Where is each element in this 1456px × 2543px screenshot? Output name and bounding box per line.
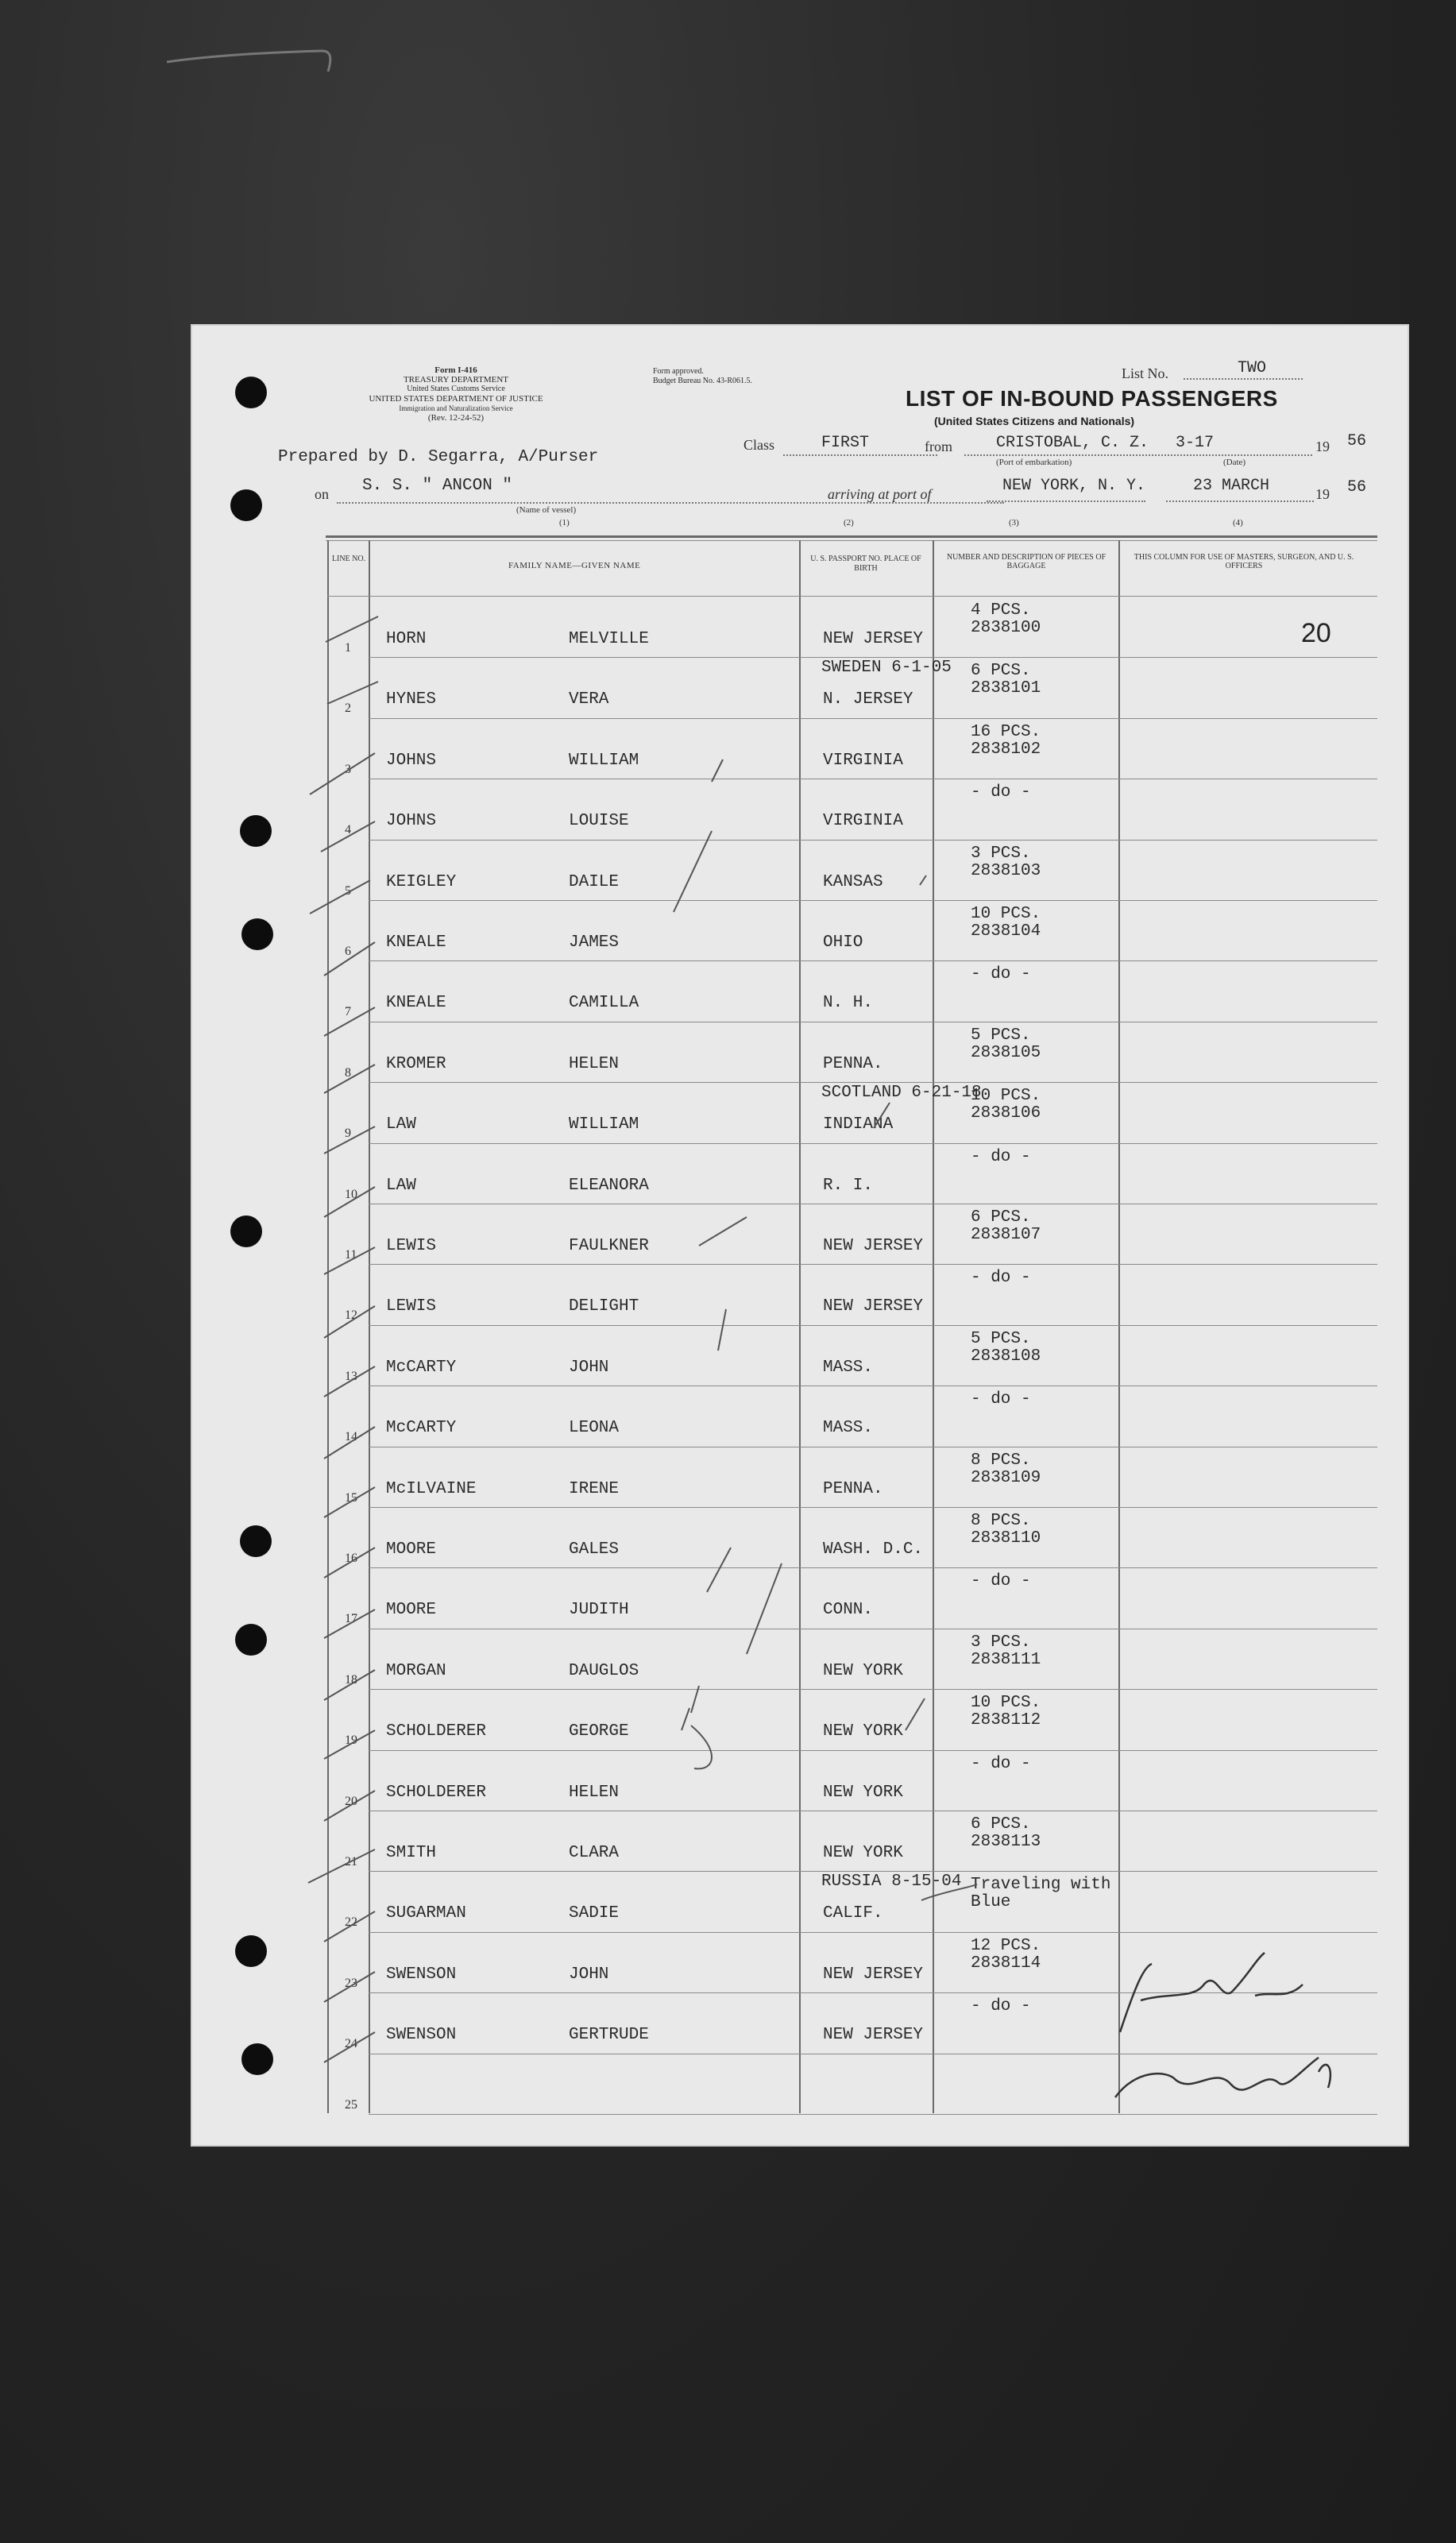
baggage-number: 2838100 — [971, 619, 1041, 637]
baggage-number: 2838111 — [971, 1650, 1041, 1669]
check-marks — [308, 616, 977, 2062]
line-number: 17 — [345, 1612, 357, 1626]
family-name: SMITH — [386, 1844, 437, 1862]
col-header-line: LINE NO. — [331, 555, 366, 563]
family-name: SWENSON — [386, 1965, 457, 1984]
baggage-pieces: 8 PCS. — [971, 1451, 1031, 1470]
class-value: FIRST — [821, 434, 870, 452]
treasury-dept: TREASURY DEPARTMENT — [403, 375, 509, 385]
family-name: McILVAINE — [386, 1479, 477, 1498]
col-header-passport: U. S. PASSPORT NO. PLACE OF BIRTH — [810, 555, 921, 573]
baggage-number: 2838105 — [971, 1043, 1041, 1062]
given-name: JAMES — [569, 933, 620, 952]
family-name: McCARTY — [386, 1419, 457, 1438]
given-name: WILLIAM — [569, 751, 639, 770]
baggage-pieces: - do - — [971, 1269, 1031, 1288]
baggage-pieces: 6 PCS. — [971, 1208, 1031, 1227]
family-name: SUGARMAN — [386, 1904, 466, 1923]
given-name: FAULKNER — [569, 1237, 649, 1255]
place-of-birth: NEW JERSEY — [823, 1297, 924, 1316]
inspector-signature — [1115, 1953, 1330, 2097]
family-name: SWENSON — [386, 2026, 457, 2045]
baggage-number: 2838104 — [971, 922, 1041, 941]
from-label: from — [925, 439, 952, 454]
place-of-birth: CALIF. — [823, 1904, 883, 1923]
family-name: KNEALE — [386, 933, 446, 952]
col-header-officers: THIS COLUMN FOR USE OF MASTERS, SURGEON, AND U. S. OFFICERS — [1134, 553, 1354, 570]
prepared-by: Prepared by D. Segarra, A/Purser — [278, 448, 599, 466]
line-number: 3 — [345, 762, 351, 776]
place-of-birth: MASS. — [823, 1419, 874, 1438]
place-of-birth: NEW JERSEY — [823, 2026, 924, 2045]
vessel-caption: (Name of vessel) — [516, 505, 577, 515]
baggage-pieces: - do - — [971, 1390, 1031, 1409]
baggage-pieces: - do - — [971, 1997, 1031, 2016]
family-name: LAW — [386, 1115, 416, 1134]
document-subtitle: (United States Citizens and Nationals) — [934, 415, 1135, 427]
place-of-birth: NEW YORK — [823, 1783, 903, 1802]
line-number: 19 — [345, 1733, 357, 1748]
line-number: 1 — [345, 641, 351, 655]
family-name: LAW — [386, 1176, 416, 1195]
line-number: 21 — [345, 1855, 357, 1869]
family-name: HYNES — [386, 690, 437, 709]
given-name: CLARA — [569, 1844, 620, 1862]
arrival-year-prefix: 19 — [1315, 486, 1330, 502]
caption-2: (2) — [844, 518, 854, 528]
place-of-birth: KANSAS — [823, 872, 883, 891]
place-of-birth: PENNA. — [823, 1054, 883, 1073]
place-of-birth: NEW JERSEY — [823, 630, 924, 648]
line-number: 22 — [345, 1915, 357, 1930]
baggage-number: 2838102 — [971, 740, 1041, 759]
place-of-birth: R. I. — [823, 1176, 874, 1195]
given-name: DELIGHT — [569, 1297, 639, 1316]
line-number: 5 — [345, 883, 351, 898]
given-name: WILLIAM — [569, 1115, 639, 1134]
line-number: 8 — [345, 1065, 351, 1080]
arrival-date: 23 MARCH — [1193, 477, 1270, 495]
baggage-pieces: 12 PCS. — [971, 1936, 1041, 1955]
line-number: 12 — [345, 1308, 357, 1323]
baggage-number: 2838110 — [971, 1529, 1041, 1548]
baggage-number: Blue — [971, 1893, 1011, 1912]
baggage-pieces: 3 PCS. — [971, 844, 1031, 863]
line-number: 11 — [345, 1248, 357, 1262]
given-name: DAILE — [569, 872, 620, 891]
given-name: SADIE — [569, 1904, 620, 1923]
caption-1: (1) — [559, 518, 570, 528]
baggage-pieces: - do - — [971, 783, 1031, 802]
date-caption: (Date) — [1223, 458, 1246, 467]
line-number: 10 — [345, 1187, 357, 1201]
line-number: 16 — [345, 1552, 357, 1565]
baggage-number: 2838112 — [971, 1711, 1041, 1730]
baggage-number: 2838108 — [971, 1347, 1041, 1366]
baggage-pieces: 10 PCS. — [971, 905, 1041, 923]
place-of-birth: NEW JERSEY — [823, 1237, 924, 1255]
passenger-manifest-sheet — [191, 324, 1409, 2147]
line-number: 20 — [345, 1794, 357, 1808]
officer-count: 20 — [1301, 618, 1331, 648]
vessel-name: S. S. " ANCON " — [362, 477, 513, 495]
line-number: 13 — [345, 1369, 357, 1383]
place-of-birth: N. JERSEY — [823, 690, 913, 709]
line-number: 23 — [345, 1976, 357, 1990]
given-name: VERA — [569, 690, 609, 709]
family-name: HORN — [386, 630, 427, 648]
line-number: 6 — [345, 945, 351, 958]
baggage-pieces: - do - — [971, 965, 1031, 984]
ins-service: Immigration and Naturalization Service — [399, 404, 513, 412]
line-number: 15 — [345, 1490, 357, 1505]
baggage-pieces: 5 PCS. — [971, 1026, 1031, 1045]
given-name: LEONA — [569, 1419, 620, 1438]
passport-place: RUSSIA 8-15-04 — [821, 1872, 962, 1892]
place-of-birth: VIRGINIA — [823, 751, 903, 770]
baggage-pieces: Traveling with — [971, 1876, 1111, 1895]
given-name: GERTRUDE — [569, 2026, 649, 2045]
line-number: 9 — [345, 1127, 351, 1141]
given-name: LOUISE — [569, 812, 629, 831]
passport-place: SWEDEN 6-1-05 — [821, 659, 952, 678]
arrival-year: 56 — [1347, 478, 1367, 497]
place-of-birth: INDIANA — [823, 1115, 894, 1134]
revision-date: (Rev. 12-24-52) — [427, 413, 485, 423]
col-header-baggage: NUMBER AND DESCRIPTION OF PIECES OF BAGGAGE — [946, 553, 1106, 570]
port-embark-caption: (Port of embarkation) — [996, 458, 1072, 467]
place-of-birth: CONN. — [823, 1601, 874, 1620]
family-name: JOHNS — [386, 751, 437, 770]
family-name: SCHOLDERER — [386, 1722, 487, 1741]
baggage-pieces: 6 PCS. — [971, 662, 1031, 681]
list-no-value: TWO — [1238, 359, 1267, 377]
baggage-number: 2838106 — [971, 1104, 1041, 1123]
family-name: KROMER — [386, 1054, 446, 1073]
given-name: GEORGE — [569, 1722, 629, 1741]
line-number: 25 — [345, 2097, 357, 2112]
place-of-birth: OHIO — [823, 933, 863, 952]
list-no-label: List No. — [1122, 365, 1169, 381]
budget-bureau: Budget Bureau No. 43-R061.5. — [653, 377, 752, 385]
baggage-pieces: 10 PCS. — [971, 1694, 1041, 1713]
class-label: Class — [743, 437, 775, 453]
family-name: McCARTY — [386, 1358, 457, 1377]
baggage-pieces: - do - — [971, 1754, 1031, 1773]
line-number: 14 — [345, 1430, 357, 1444]
family-name: SCHOLDERER — [386, 1783, 487, 1802]
caption-3: (3) — [1009, 518, 1019, 528]
baggage-pieces: 10 PCS. — [971, 1087, 1041, 1106]
line-number: 4 — [345, 823, 351, 837]
line-number: 24 — [345, 2037, 357, 2051]
caption-4: (4) — [1233, 518, 1243, 528]
form-approved: Form approved. — [653, 367, 704, 376]
given-name: HELEN — [569, 1054, 620, 1073]
place-of-birth: NEW YORK — [823, 1722, 903, 1741]
embark-date: 3-17 — [1176, 434, 1215, 452]
passport-place: SCOTLAND 6-21-18 — [821, 1084, 982, 1103]
given-name: JOHN — [569, 1965, 609, 1984]
family-name: MOORE — [386, 1540, 437, 1559]
family-name: LEWIS — [386, 1237, 437, 1255]
baggage-pieces: 4 PCS. — [971, 601, 1031, 620]
family-name: KEIGLEY — [386, 872, 457, 891]
place-of-birth: WASH. D.C. — [823, 1540, 924, 1559]
on-label: on — [315, 486, 329, 502]
place-of-birth: NEW YORK — [823, 1844, 903, 1862]
baggage-pieces: 16 PCS. — [971, 722, 1041, 741]
arrival-port: NEW YORK, N. Y. — [1002, 477, 1146, 495]
arriving-label: arriving at port of — [828, 486, 932, 502]
baggage-number: 2838114 — [971, 1954, 1041, 1973]
document-title: LIST OF IN-BOUND PASSENGERS — [906, 386, 1278, 411]
given-name: CAMILLA — [569, 994, 639, 1013]
family-name: LEWIS — [386, 1297, 437, 1316]
handwritten-mark — [163, 24, 353, 79]
pen-marks — [191, 324, 1409, 2147]
place-of-birth: VIRGINIA — [823, 812, 903, 831]
family-name: MORGAN — [386, 1661, 446, 1680]
baggage-number: 2838107 — [971, 1226, 1041, 1244]
customs-service: United States Customs Service — [407, 385, 505, 393]
col-header-name: FAMILY NAME—GIVEN NAME — [508, 561, 641, 570]
year-value: 56 — [1347, 432, 1367, 450]
family-name: KNEALE — [386, 994, 446, 1013]
given-name: HELEN — [569, 1783, 620, 1802]
given-name: ELEANORA — [569, 1176, 649, 1195]
year-prefix: 19 — [1315, 439, 1330, 454]
place-of-birth: NEW YORK — [823, 1661, 903, 1680]
given-name: MELVILLE — [569, 630, 649, 648]
given-name: GALES — [569, 1540, 620, 1559]
place-of-birth: N. H. — [823, 994, 874, 1013]
baggage-pieces: - do - — [971, 1572, 1031, 1591]
baggage-pieces: 5 PCS. — [971, 1329, 1031, 1348]
line-number: 18 — [345, 1672, 357, 1687]
family-name: JOHNS — [386, 812, 437, 831]
line-number: 2 — [345, 701, 351, 716]
baggage-number: 2838101 — [971, 679, 1041, 698]
baggage-number: 2838103 — [971, 861, 1041, 880]
place-of-birth: PENNA. — [823, 1479, 883, 1498]
justice-dept: UNITED STATES DEPARTMENT OF JUSTICE — [369, 394, 543, 404]
baggage-pieces: 3 PCS. — [971, 1633, 1031, 1652]
line-number: 7 — [345, 1005, 351, 1019]
baggage-pieces: 8 PCS. — [971, 1512, 1031, 1530]
given-name: DAUGLOS — [569, 1661, 639, 1680]
given-name: JUDITH — [569, 1601, 629, 1620]
form-number: Form I-416 — [434, 365, 477, 375]
place-of-birth: NEW JERSEY — [823, 1965, 924, 1984]
baggage-pieces: - do - — [971, 1147, 1031, 1166]
given-name: IRENE — [569, 1479, 620, 1498]
family-name: MOORE — [386, 1601, 437, 1620]
baggage-number: 2838113 — [971, 1833, 1041, 1851]
given-name: JOHN — [569, 1358, 609, 1377]
baggage-number: 2838109 — [971, 1468, 1041, 1487]
embark-port: CRISTOBAL, C. Z. — [996, 434, 1149, 452]
baggage-pieces: 6 PCS. — [971, 1815, 1031, 1834]
place-of-birth: MASS. — [823, 1358, 874, 1377]
